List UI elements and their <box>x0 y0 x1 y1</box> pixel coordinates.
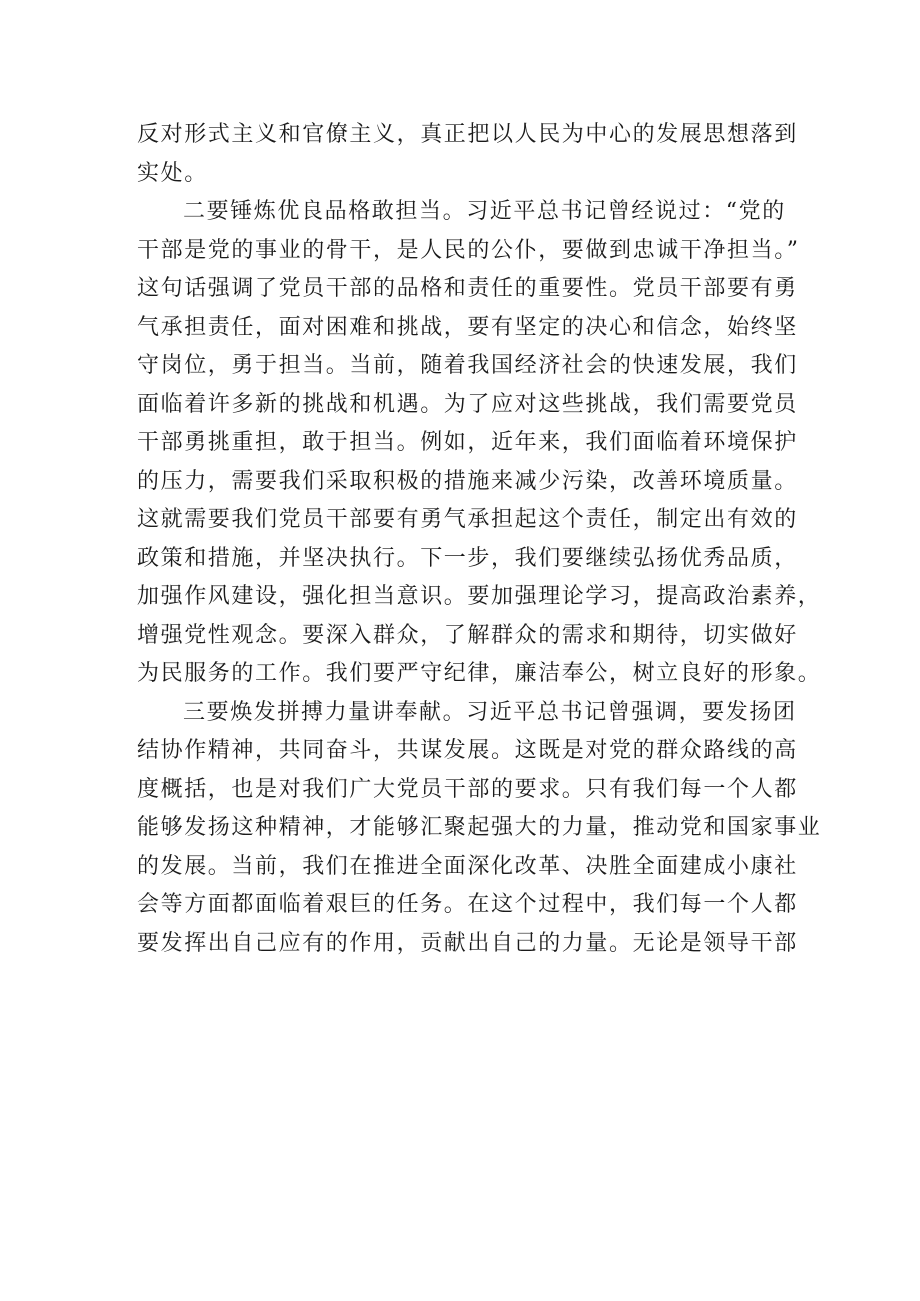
text-line: 结协作精神，共同奋斗，共谋发展。这既是对党的群众路线的高 <box>137 738 798 763</box>
text-line: 为民服务的工作。我们要严守纪律，廉洁奉公，树立良好的形象。 <box>137 661 822 686</box>
text-line: 的发展。当前，我们在推进全面深化改革、决胜全面建成小康社 <box>137 853 798 879</box>
text-line: 干部是党的事业的骨干，是人民的公仆，要做到忠诚干净担当。” <box>137 237 800 263</box>
paragraph-first-line: 三要焕发拼搏力量讲奉献。习近平总书记曾强调，要发扬团 <box>183 699 797 725</box>
text-line: 干部勇挑重担，敢于担当。例如，近年来，我们面临着环境保护 <box>137 430 798 455</box>
text-line: 这句话强调了党员干部的品格和责任的重要性。党员干部要有勇 <box>137 276 798 301</box>
text-line: 度概括，也是对我们广大党员干部的要求。只有我们每一个人都 <box>137 776 798 802</box>
document-body <box>137 116 822 963</box>
text-line: 要发挥出自己应有的作用，贡献出自己的力量。无论是领导干部 <box>137 930 798 956</box>
text-line: 反对形式主义和官僚主义，真正把以人民为中心的发展思想落到 <box>137 122 798 147</box>
text-line: 会等方面都面临着艰巨的任务。在这个过程中，我们每一个人都 <box>137 892 798 917</box>
paragraph-first-line: 二要锤炼优良品格敢担当。习近平总书记曾经说过：“党的 <box>183 199 786 224</box>
text-line: 实处。 <box>137 160 208 186</box>
text-line: 政策和措施，并坚决执行。下一步，我们要继续弘扬优秀品质， <box>137 545 798 571</box>
text-line: 的压力，需要我们采取积极的措施来减少污染，改善环境质量。 <box>137 468 798 494</box>
text-line: 守岗位，勇于担当。当前，随着我国经济社会的快速发展，我们 <box>137 353 798 378</box>
text-line: 这就需要我们党员干部要有勇气承担起这个责任，制定出有效的 <box>137 507 798 532</box>
text-line: 气承担责任，面对困难和挑战，要有坚定的决心和信念，始终坚 <box>137 314 798 340</box>
text-line: 加强作风建设，强化担当意识。要加强理论学习，提高政治素养， <box>137 584 822 609</box>
text-line: 能够发扬这种精神，才能够汇聚起强大的力量，推动党和国家事业 <box>137 815 822 840</box>
text-line: 面临着许多新的挑战和机遇。为了应对这些挑战，我们需要党员 <box>137 391 798 417</box>
text-line: 增强党性观念。要深入群众，了解群众的需求和期待，切实做好 <box>137 622 798 648</box>
